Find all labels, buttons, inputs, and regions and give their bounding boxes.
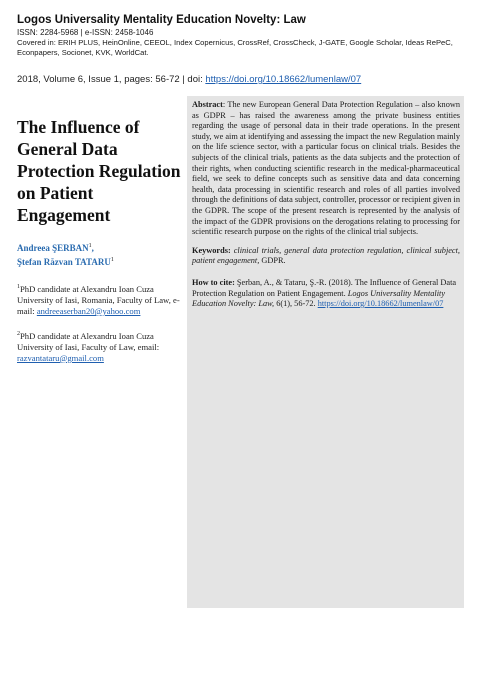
affiliation-sup: 2	[17, 330, 20, 337]
article-info-column	[17, 116, 182, 364]
keywords	[192, 246, 460, 267]
abstract	[192, 100, 460, 238]
issue-text: 2018, Volume 6, Issue 1, pages: 56-72 | doi:	[17, 74, 206, 85]
keywords-tail: GDPR.	[259, 256, 286, 266]
indexing-line: Covered in: ERIH PLUS, HeinOnline, CEEOL, Index Copernicus, CrossRef, CrossCheck, J-GATE, Google Scholar, Ideas RePeC, Econpapers, Socionet, KVK, WorldCat.	[17, 38, 453, 57]
keywords-text: clinical trials, general data protection regulation, clinical subject, patient engagement,	[192, 245, 460, 266]
affiliation-2	[17, 329, 182, 364]
citation-journal: Logos Universality Mentality Education Novelty: Law,	[192, 288, 446, 309]
affiliation-sup: 1	[17, 284, 20, 290]
author-list	[17, 240, 182, 268]
email-link[interactable]: razvantataru@gmail.com	[17, 352, 104, 363]
email-link[interactable]: andreeaserban20@yahoo.com	[36, 305, 141, 316]
affiliation-text: PhD candidate at Alexandru Ioan Cuza University of Iasi, Faculty of Law, email:	[17, 330, 160, 352]
doi-link[interactable]: https://doi.org/10.18662/lumenlaw/07	[205, 74, 362, 85]
journal-header	[17, 14, 469, 58]
article-title: The Influence of General Data Protection Regulation on Patient Engagement	[17, 117, 181, 225]
journal-title: Logos Universality Mentality Education Novelty: Law	[17, 14, 306, 26]
author-separator: ,	[91, 243, 94, 253]
author-name: Andreea ŞERBAN	[17, 243, 89, 253]
abstract-text: The new European General Data Protection Regulation – also known as GDPR – has raised the awareness among the private business entities regarding the usage of personal data in their trade operations. In the present study, we aim at identifying and assessing the impact the new Regulation mainly on the life science sector, with a particular focus on clinical trials. Besides the subjects of the clinical trials, patients as the data subjects and the protection of their rights, when conducting scientific research in the medical-pharmaceutical field, we seek to define concepts such as sensitive data and data concerning health, data processing in scientific research and roles of all parties involved through the definitions of data subject, controller, processor or recipient given in the GDPR. The scope of the present research is represented by the analysis of the impact of the GDPR provisions on the derogations relating to processing for scientific research purpose on the rights of the clinical trial subjects.	[192, 100, 460, 237]
affiliation-1	[17, 282, 182, 317]
keywords-label: Keywords:	[192, 245, 231, 255]
issue-info	[17, 74, 361, 85]
citation-doi-link[interactable]: https://doi.org/10.18662/lumenlaw/07	[317, 299, 444, 309]
abstract-label: Abstract	[192, 100, 223, 109]
citation-label: How to cite:	[192, 277, 235, 287]
issn-line: ISSN: 2284-5968 | e-ISSN: 2458-1046	[17, 28, 154, 37]
citation	[192, 278, 460, 310]
citation-volume: 6(1), 56-72.	[274, 299, 318, 309]
citation-text: Şerban, A., & Tataru, Ş.-R. (2018). The Influence of General Data Protection Regulation on Patient Engagement.	[192, 277, 457, 298]
abstract-separator: :	[222, 100, 228, 109]
author-name: Ştefan Răzvan TATARU	[17, 257, 111, 267]
affiliation-text: PhD candidate at Alexandru Ioan Cuza University of Iasi, Romania, Faculty of Law, e-mail:	[17, 283, 180, 316]
author-sup: 1	[110, 257, 114, 263]
abstract-panel	[187, 96, 464, 608]
author-sup: 1	[88, 243, 92, 249]
